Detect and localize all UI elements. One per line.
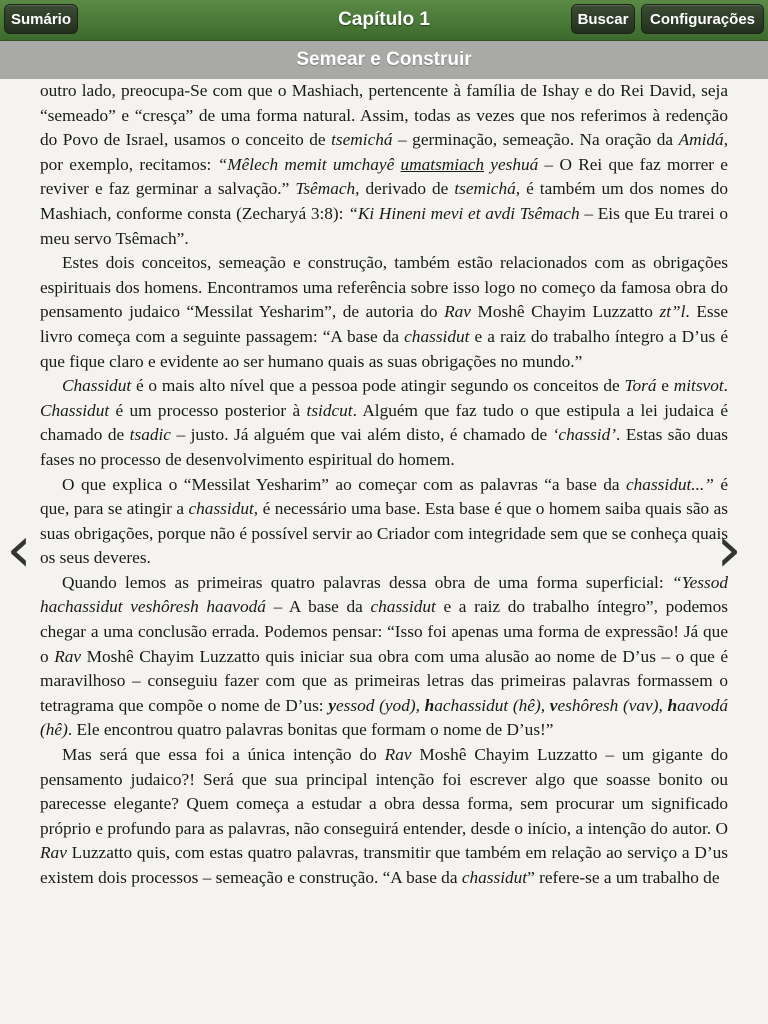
emphasis-text: umatsmiach [400,154,485,174]
emphasis-text: Chassidut [62,376,132,396]
emphasis-text: tsadic [129,425,171,445]
section-title: Semear e Construir [0,41,768,79]
emphasis-text: Rav [54,646,82,666]
emphasis-text: achassidut (hê), [434,695,550,715]
emphasis-text: yeshuá [484,154,539,174]
emphasis-text: tsemichá [454,179,516,199]
emphasis-text: mitsvot [673,376,724,396]
emphasis-text: essod (yod), [336,695,425,715]
chapter-title: Capítulo 1 [338,9,430,30]
top-toolbar [0,0,768,41]
emphasis-text: y [328,695,336,715]
summary-button[interactable]: Sumário [4,4,78,34]
emphasis-text: “Mêlech memit umchayê [217,154,401,174]
search-button[interactable]: Buscar [571,4,635,34]
paragraph: Estes dois conceitos, semeação e construção, também estão relacionados com as obrigações espirituais dos homens. Encontramos uma referência sobre isso logo no começo da famosa obra do pensamento judaico “Messilat Yesharim”, de autoria do Rav Moshê Chayim Luzzatto zt”l. Esse livro começa com a seguinte passagem: “A base da chassidut e a raiz do trabalho íntegro a D’us é que fique claro e evidente ao ser humano quais as suas obrigações no mundo.” [40,253,728,371]
emphasis-text: “Ki Hineni mevi et avdi Tsêmach [348,203,580,223]
settings-button[interactable]: Configurações [641,4,764,34]
emphasis-text: h [667,695,678,715]
emphasis-text: h [424,695,435,715]
emphasis-text: Torá [624,376,657,396]
emphasis-text: ‘chassid’ [552,425,616,445]
paragraph: outro lado, preocupa-Se com que o Mashiach, pertencente à família de Ishay e do Rei David, seja “semeado” e “cresça” de uma forma natural. Assim, todas as vezes que nos referimos à redenção do Povo de Israel, usamos o conceito de tsemichá – germinação, semeação. Na oração da Amidá, por exemplo, recitamos: “Mêlech memit umchayê umatsmiach yeshuá – O Rei que faz morrer e reviver e faz germinar a salvação.” Tsêmach, derivado de tsemichá, é também um dos nomes do Mashiach, conforme consta (Zecharyá 3:8): “Ki Hineni mevi et avdi Tsêmach – Eis que Eu trarei o meu servo Tsêmach”. [40,81,728,248]
emphasis-text: Rav [40,843,67,863]
paragraph: O que explica o “Messilat Yesharim” ao começar com as palavras “a base da chassidut...” é que, para se atingir a chassidut, é necessário uma base. Esta base é que o homem saiba quais são as suas obrigações, porque não é possível servir ao Criador com integridade sem que se conheça quais os seus deveres. [40,474,728,568]
emphasis-text: “Yessod hachassidut veshôresh haavodá [40,572,728,617]
emphasis-text: Chassidut [40,400,110,420]
next-page-icon[interactable]: › [716,513,742,587]
emphasis-text: tsemichá [331,130,393,150]
emphasis-text: tsidcut [306,400,353,420]
previous-page-icon[interactable]: ‹ [6,513,32,587]
emphasis-text: Tsêmach [295,179,356,199]
emphasis-text: chassidut [404,326,470,346]
emphasis-text: eshôresh (vav), [557,695,668,715]
chapter-text [40,79,728,1024]
emphasis-text: Rav [444,302,471,322]
emphasis-text: zt”l [659,302,686,322]
emphasis-text: chassidut...” [626,474,714,494]
emphasis-text: chassidut [370,597,436,617]
emphasis-text: chassidut [188,499,254,519]
emphasis-text: Rav [384,745,412,765]
emphasis-text: aavodá (hê) [40,695,728,740]
paragraph: Mas será que essa foi a única intenção do Rav Moshê Chayim Luzzatto – um gigante do pensamento judaico?! Será que sua principal intenção foi escrever algo que soasse bonito ou parecesse elegante? Quem começa a estudar a obra dessa forma, sem procurar um significado próprio e profundo para as palavras, não conseguirá entender, desde o início, a intenção do autor. O Rav Luzzatto quis, com estas quatro palavras, transmitir que também em relação ao serviço a D’us existem dois processos – semeação e construção. “A base da chassidut” refere-se a um trabalho de [40,745,728,887]
paragraph: Chassidut é o mais alto nível que a pessoa pode atingir segundo os conceitos de Torá e mitsvot. Chassidut é um processo posterior à tsidcut. Alguém que faz tudo o que estipula a lei judaica é chamado de tsadic – justo. Já alguém que vai além disto, é chamado de ‘chassid’. Estas são duas fases no processo de desenvolvimento espiritual do homem. [40,376,728,469]
emphasis-text: v [549,695,558,715]
emphasis-text: chassidut [461,868,528,887]
emphasis-text: Amidá [678,130,724,150]
paragraph: Quando lemos as primeiras quatro palavras dessa obra de uma forma superficial: “Yessod hachassidut veshôresh haavodá – A base da chassidut e a raiz do trabalho íntegro”, podemos chegar a uma conclusão errada. Podemos pensar: “Isso foi apenas uma forma de expressão! Já que o Rav Moshê Chayim Luzzatto quis iniciar sua obra com uma alusão ao nome de D’us – o que é maravilhoso – conseguiu fazer com que as primeiras letras das primeiras palavras formassem o tetragrama que compõe o nome de D’us: yessod (yod), hachassidut (hê), veshôresh (vav), haavodá (hê). Ele encontrou quatro palavras bonitas que formam o nome de D’us!” [40,572,728,740]
